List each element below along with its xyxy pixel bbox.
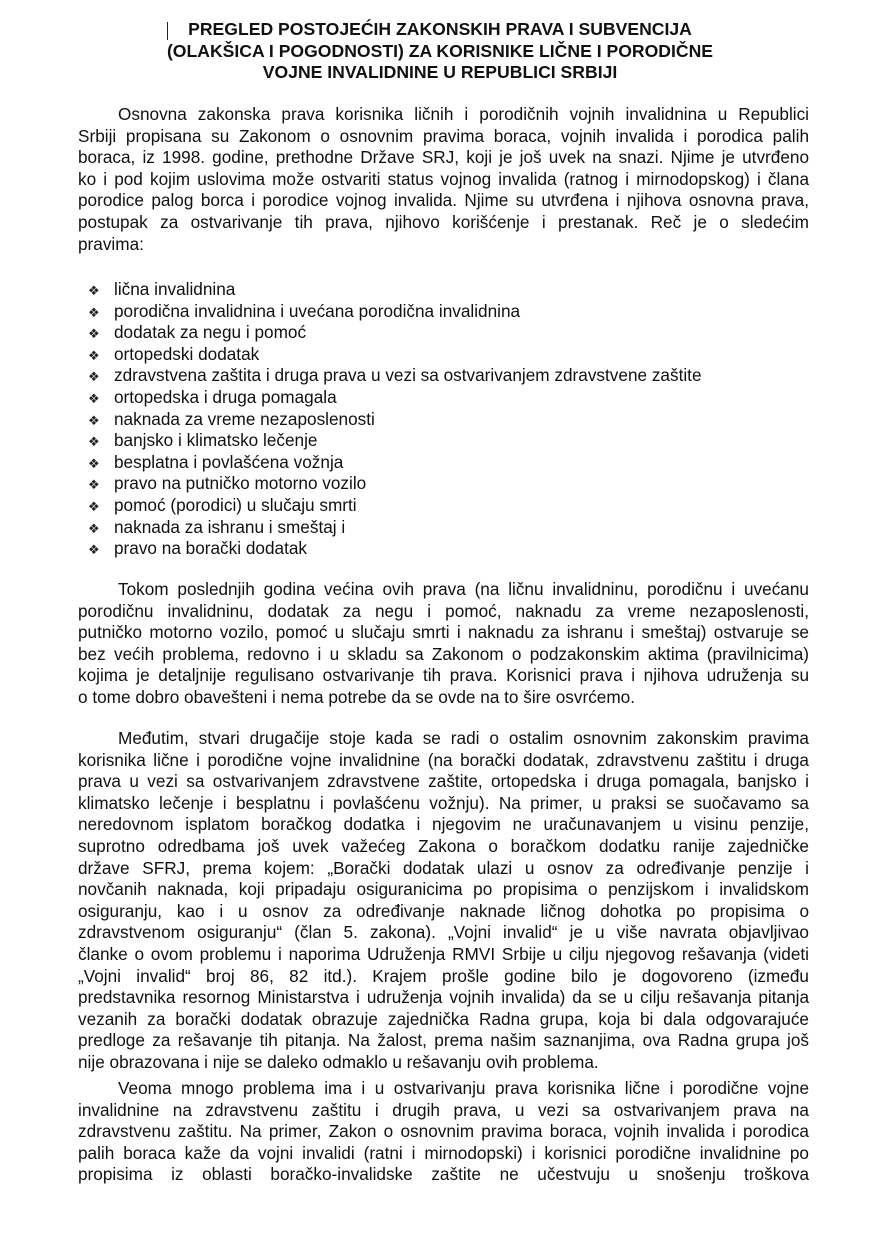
diamond-bullet-icon: ❖: [88, 412, 100, 428]
list-item: [88, 322, 702, 344]
text-line: invalidnine na zdravstvenu zaštitu i drugih prava, u vezi sa ostvarivanjem prava na: [78, 1099, 809, 1120]
diamond-bullet-icon: ❖: [88, 434, 100, 450]
text-line: Srbiji propisana su Zakonom o osnovnim pravima boraca, vojnih invalida i porodica palih: [78, 125, 809, 146]
list-item-text: zdravstvena zaštita i druga prava u vezi sa ostvarivanjem zdravstvene zaštite: [114, 365, 702, 386]
text-line: propisima iz oblasti boračko-invalidske zaštite ne učestvuju u snošenju troškova: [78, 1164, 809, 1185]
list-item: [88, 365, 702, 387]
list-item: [88, 538, 702, 560]
diamond-bullet-icon: ❖: [88, 455, 100, 471]
diamond-bullet-icon: ❖: [88, 498, 100, 514]
paragraph-problems: [78, 728, 809, 1074]
list-item-text: pravo na borački dodatak: [114, 538, 308, 559]
text-line: putničko motorno vozilo, pomoć u slučaju smrti i naknadu za ishranu i smeštaj) ostvaruje se: [78, 622, 809, 643]
diamond-bullet-icon: ❖: [88, 304, 100, 320]
list-item: [88, 452, 702, 474]
list-item-text: ortopedski dodatak: [114, 343, 260, 364]
text-line: porodičnu invalidninu, dodatak za negu i pomoć, naknadu za vreme nezaposlenosti,: [78, 600, 809, 621]
text-line: postupak za ostvarivanje tih prava, njihovo korišćenje i prestanak. Reč je o sledećim: [78, 211, 809, 232]
text-line: neredovnom isplatom boračkog dodatka i njegovim ne uračunavanjem u visinu penzije,: [78, 814, 809, 835]
text-line: kojima je detaljnije regulisano ostvarivanje tih prava. Korisnici prava i njihova udruženja su: [78, 665, 809, 686]
text-line: Tokom poslednjih godina većina ovih prava (na ličnu invalidninu, porodičnu i uvećanu: [118, 579, 809, 599]
text-line: Osnovna zakonska prava korisnika ličnih i porodičnih vojnih invalidnina u Republici: [118, 104, 809, 124]
title-line: (OLAKŠICA I POGODNOSTI) ZA KORISNIKE LIČNE I PORODIČNE: [166, 40, 714, 61]
text-line: članke o ovom problemu i naporima Udruženja RMVI Srbije u cilju njegovog rešavanja (videti: [78, 943, 809, 964]
text-line: prava u vezi sa ostvarivanjem zdravstvene zaštite, ortopedska i druga pomagala, banjsko i: [78, 771, 809, 792]
paragraph-health-care: [78, 1078, 809, 1186]
text-line: vezanih za borački dodatak obrazuje zajednička Radna grupa, koja bi dala odgovarajuće: [78, 1008, 809, 1029]
text-line: države SFRJ, prema kojem: „Borački dodatak ulazi u osnov za određivanje penzije i: [78, 857, 809, 878]
text-line: ko i pod kojim uslovima može ostvariti status vojnog invalida (ratnog i mirnodopskog) i člana: [78, 168, 809, 189]
diamond-bullet-icon: ❖: [88, 326, 100, 342]
text-line: palih boraca kaže da vojni invalidi (ratni i mirnodopski) i korisnici porodične invalidnine po: [78, 1142, 809, 1163]
list-item-text: porodična invalidnina i uvećana porodična invalidnina: [114, 300, 521, 321]
list-item: [88, 409, 702, 431]
document-title: [100, 19, 780, 84]
list-item-text: naknada za vreme nezaposlenosti: [114, 408, 375, 429]
paragraph-intro: [78, 104, 809, 255]
list-item-text: dodatak za negu i pomoć: [114, 322, 307, 343]
list-item: [88, 387, 702, 409]
list-item: [88, 473, 702, 495]
text-line: osiguranju, kao i u osnov za određivanje naknade ličnog dohotka po propisima o: [78, 900, 809, 921]
text-line: pravima:: [78, 233, 144, 254]
text-line: predloge za rešavanje tih pitanja. Na žalost, prema našim saznanjima, ova Radna grupa još: [78, 1030, 809, 1051]
diamond-bullet-icon: ❖: [88, 542, 100, 558]
text-line: novčanih naknada, koji pripadaju osiguranicima po propisima o penzijskom i invalidskom: [78, 879, 809, 900]
list-item-text: ortopedska i druga pomagala: [114, 386, 337, 407]
diamond-bullet-icon: ❖: [88, 283, 100, 298]
text-line: bez većih problema, redovno i u skladu sa Zakonom o podzakonskim aktima (pravilnicima): [78, 643, 809, 664]
text-line: Veoma mnogo problema ima i u ostvarivanju prava korisnika lične i porodične vojne: [118, 1078, 809, 1098]
text-line: zdravstvenu zaštitu. Na primer, Zakon o osnovnim pravima boraca, vojnih invalida i porodica: [78, 1121, 809, 1142]
list-item-text: lična invalidnina: [114, 279, 236, 299]
list-item: [88, 279, 702, 301]
title-line: PREGLED POSTOJEĆIH ZAKONSKIH PRAVA I SUBVENCIJA: [188, 19, 692, 39]
text-line: korisnika lične i porodične vojne invalidnine (na borački dodatak, zdravstvenu zaštitu i druga: [78, 749, 809, 770]
diamond-bullet-icon: ❖: [88, 347, 100, 363]
paragraph-current-practice: [78, 579, 809, 709]
text-line: Međutim, stvari drugačije stoje kada se radi o ostalim osnovnim zakonskim pravima: [118, 728, 809, 748]
rights-list: [88, 279, 702, 560]
list-item-text: pravo na putničko motorno vozilo: [114, 473, 367, 494]
diamond-bullet-icon: ❖: [88, 520, 100, 536]
text-line: boraca, iz 1998. godine, prethodne Države SRJ, koji je još uvek na snazi. Njime je utvrđeno: [78, 147, 809, 168]
text-line: „Vojni invalid“ broj 86, 82 itd.). Krajem prošle godine bilo je dogovoreno (između: [78, 965, 809, 986]
text-line: predstavnika resornog Ministarstva i udruženja vojnih invalida) da se u cilju rešavanja pitanja: [78, 987, 809, 1008]
text-line: nije obrazovana i nije se daleko odmaklo u rešavanju ovih problema.: [78, 1051, 599, 1072]
list-item-text: pomoć (porodici) u slučaju smrti: [114, 494, 357, 515]
list-item: [88, 430, 702, 452]
diamond-bullet-icon: ❖: [88, 390, 100, 406]
list-item: [88, 344, 702, 366]
list-item-text: besplatna i povlašćena vožnja: [114, 451, 344, 472]
text-line: porodice palog borca i porodice vojnog invalida. Njime su utvrđena i njihova osnovna prava,: [78, 190, 809, 211]
list-item-text: naknada za ishranu i smeštaj i: [114, 516, 346, 537]
text-line: o tome dobro obavešteni i nema potrebe da se ovde na to šire osvrćemo.: [78, 686, 636, 707]
list-item: [88, 301, 702, 323]
list-item: [88, 495, 702, 517]
diamond-bullet-icon: ❖: [88, 477, 100, 493]
diamond-bullet-icon: ❖: [88, 369, 100, 385]
text-line: zdravstvenom osiguranju“ (član 5. zakona). „Vojni invalid“ je u više navrata objavljivao: [78, 922, 809, 943]
title-line: VOJNE INVALIDNINE U REPUBLICI SRBIJI: [262, 62, 618, 82]
list-item: [88, 517, 702, 539]
text-line: klimatsko lečenje i besplatnu i povlašćenu vožnju). Na primer, u praksi se suočavamo sa: [78, 792, 809, 813]
list-item-text: banjsko i klimatsko lečenje: [114, 430, 318, 451]
text-line: suprotno odredbama još uvek važećeg Zakona o boračkom dodatku ranije zajedničke: [78, 835, 809, 856]
